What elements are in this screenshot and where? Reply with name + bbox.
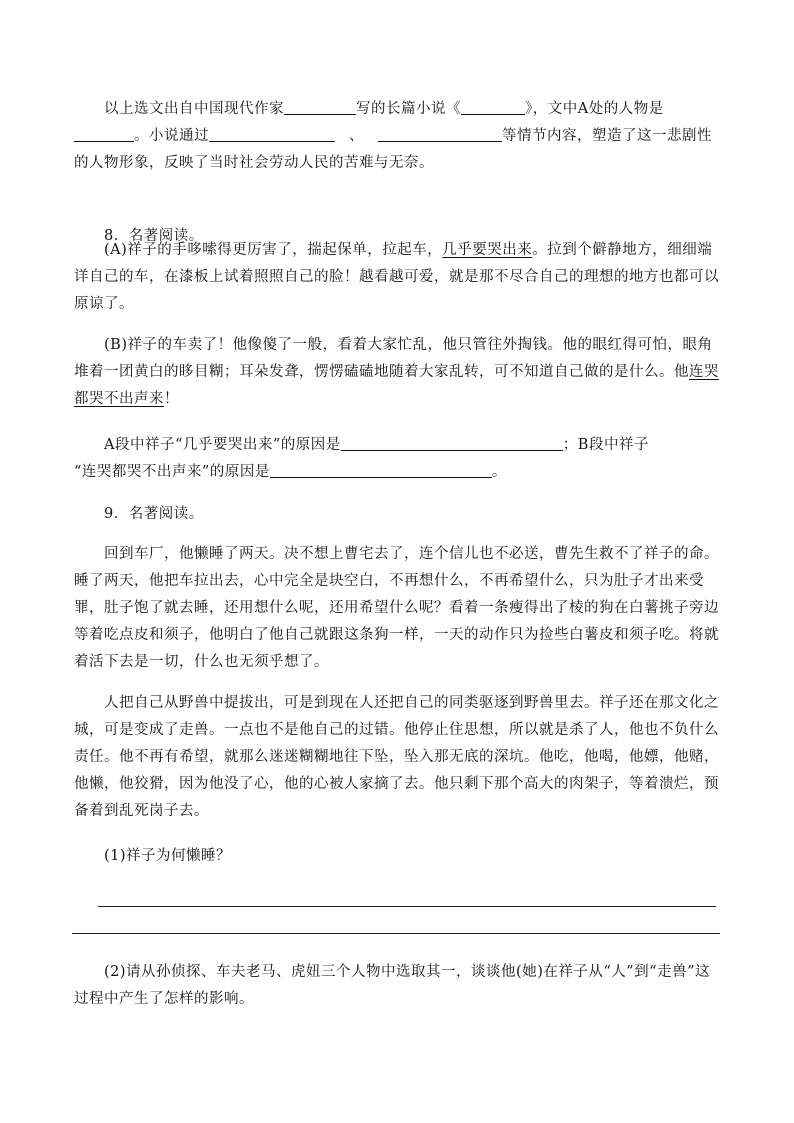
intro-paragraph <box>74 96 720 177</box>
q9-passage-2: 人把自己从野兽中提拔出，可是到现在人还把自己的同类驱逐到野兽里去。祥子还在那文化之城，可是变成了走兽。一点也不是他自己的过错。他停止住思想，所以就是杀了人，他也不负什么责任。他不再有希望，就那么迷迷糊糊地往下坠，坠入那无底的深坑。他吃，他喝，他嫖，他赌，他懒，他狡猾，因为他没了心，他的心被人家摘了去。他只剩下那个高大的肉架子，等着溃烂，预备着到乱死岗子去。 <box>74 695 719 819</box>
q8-question <box>74 432 720 486</box>
q9-subquestion-2: (2)请从孙侦探、车夫老马、虎妞三个人物中选取其一，谈谈他(她)在祥子从“人”到“走兽”这过程中产生了怎样的影响。 <box>74 964 711 1007</box>
plot-blank-1[interactable] <box>209 125 335 142</box>
q9-passage-1: 回到车厂，他懒睡了两天。决不想上曹宅去了，连个信儿也不必送，曹先生救不了祥子的命。睡了两天，他把车拉出去，心中完全是块空白，不再想什么，不再希望什么，只为肚子才出来受罪，肚子饱了就去睡，还用想什么呢，还用希望什么呢？看着一条瘦得出了棱的狗在白薯挑子旁边等着吃点皮和须子，他明白了他自己就跟这条狗一样，一天的动作只为捡些白薯皮和须子吃。将就着活下去是一切，什么也无须乎想了。 <box>74 546 719 670</box>
q8-passage-a-text <box>74 237 720 318</box>
q9-answer-line-2[interactable] <box>72 933 720 934</box>
intro-text-2: 写的长篇小说《 <box>356 101 461 117</box>
q8-b-rest: ！ <box>164 391 179 407</box>
intro-text-5: 等情节内容，塑造了这一悲剧性 <box>502 128 712 144</box>
q8-ask-a: A段中祥子“几乎要哭出来”的原因是 <box>104 437 341 453</box>
q8-ask-mid: ；B段中祥子 <box>562 437 649 453</box>
q8-title: 8．名著阅读。 <box>104 228 204 244</box>
q8-a-underlined: 几乎要哭出来 <box>442 242 533 258</box>
author-blank[interactable] <box>284 98 356 115</box>
q9-title: 9．名著阅读。 <box>104 506 204 522</box>
q9-answer-line-1[interactable] <box>98 906 716 907</box>
intro-text-1: 以上选文出自中国现代作家 <box>104 101 284 117</box>
q8-answer-a-blank[interactable] <box>341 434 563 451</box>
q8-ask-b: “连哭都哭不出声来”的原因是 <box>74 464 270 480</box>
q8-passage-b <box>74 332 720 413</box>
q8-answer-b-blank[interactable] <box>270 461 492 478</box>
intro-text-4: 。小说通过 <box>134 128 209 144</box>
plot-blank-2[interactable] <box>378 125 502 142</box>
intro-text-6: 的人物形象，反映了当时社会劳动人民的苦难与无奈。 <box>74 155 434 171</box>
q9-subquestion-1: (1)祥子为何懒睡？ <box>104 848 232 864</box>
q8-a-text: (A)祥子的手哆嗦得更厉害了，揣起保单，拉起车， <box>104 242 443 258</box>
intro-text-3: 》，文中A处的人物是 <box>525 101 664 117</box>
q8-a-rest: 。拉到个僻静地方，细细端详自己的车，在漆板上试着照照自己的脸！越看越可爱，就是那不尽合自己的理想的地方也都可以原谅了。 <box>74 242 719 312</box>
character-blank[interactable] <box>74 125 134 142</box>
novel-title-blank[interactable] <box>461 98 525 115</box>
q8-ask-end: 。 <box>491 464 507 480</box>
q8-b-text: (B)祥子的车卖了！他像傻了一般，看着大家忙乱，他只管往外掏钱。他的眼红得可怕，眼角堆着一团黄白的眵目糊；耳朵发聋，愣愣磕磕地随着大家乱转，可不知道自己做的是什么。他 <box>74 337 713 380</box>
q8-b-underlined: 连哭都哭不出声来 <box>74 364 719 407</box>
intro-separator: 、 <box>349 128 364 144</box>
